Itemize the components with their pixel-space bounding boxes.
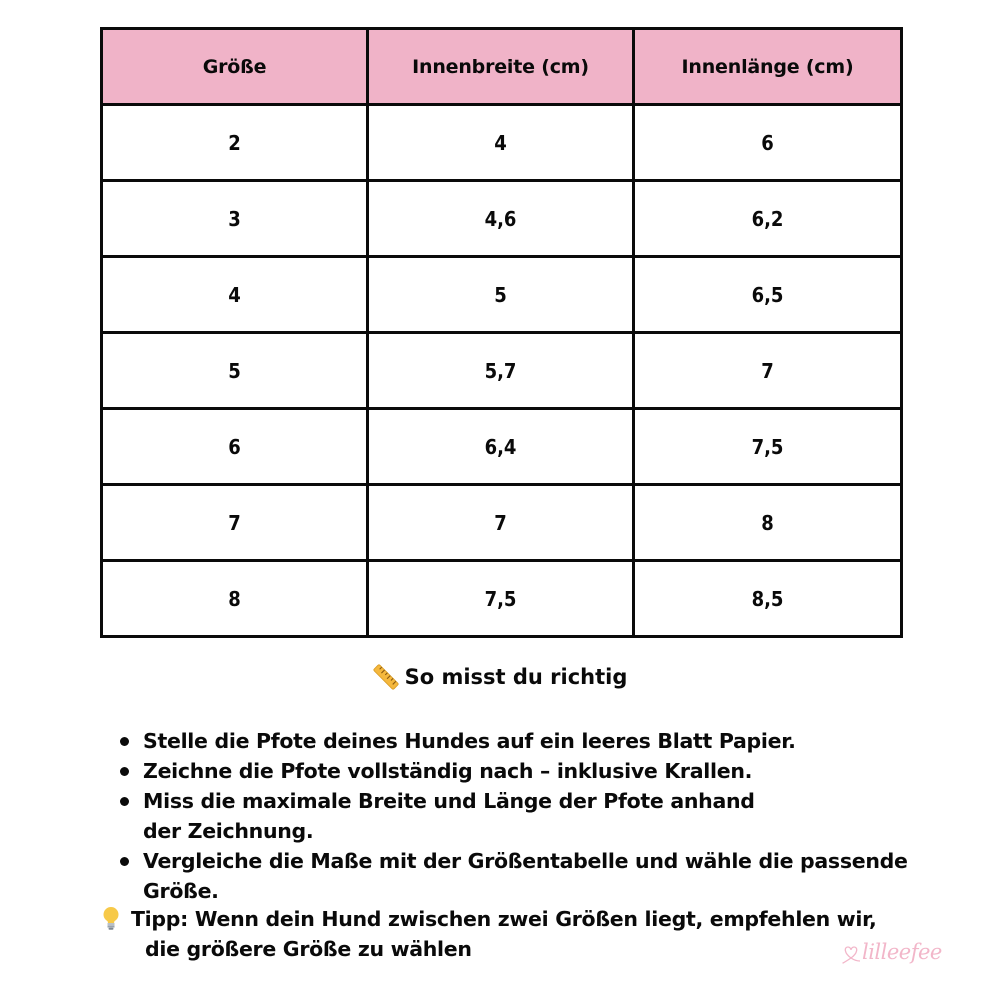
table-row bbox=[102, 485, 902, 561]
heart-icon bbox=[842, 944, 860, 964]
measuring-steps-list bbox=[118, 726, 908, 906]
cell-inner-length: 8,5 bbox=[634, 561, 902, 637]
lightbulb-icon bbox=[101, 906, 121, 932]
list-item: Vergleiche die Maße mit der Größentabelle und wähle die passende Größe. bbox=[118, 846, 908, 906]
table-row bbox=[102, 333, 902, 409]
tip-text-line2: die größere Größe zu wählen bbox=[145, 937, 472, 961]
cell-size: 4 bbox=[102, 257, 368, 333]
cell-size: 2 bbox=[102, 105, 368, 181]
table-row bbox=[102, 105, 902, 181]
cell-inner-width: 5 bbox=[368, 257, 634, 333]
cell-inner-width: 4,6 bbox=[368, 181, 634, 257]
brand-watermark bbox=[842, 940, 942, 964]
cell-inner-length: 7 bbox=[634, 333, 902, 409]
table-row bbox=[102, 409, 902, 485]
cell-size: 6 bbox=[102, 409, 368, 485]
column-header-inner-length: Innenlänge (cm) bbox=[634, 29, 902, 105]
cell-inner-length: 6,5 bbox=[634, 257, 902, 333]
howto-heading bbox=[0, 664, 1000, 690]
cell-inner-width: 4 bbox=[368, 105, 634, 181]
cell-inner-width: 5,7 bbox=[368, 333, 634, 409]
cell-size: 3 bbox=[102, 181, 368, 257]
cell-inner-length: 6,2 bbox=[634, 181, 902, 257]
list-item: Stelle die Pfote deines Hundes auf ein leeres Blatt Papier. bbox=[118, 726, 908, 756]
tip-text-line1: Tipp: Wenn dein Hund zwischen zwei Größen liegt, empfehlen wir, bbox=[131, 907, 877, 931]
column-header-size: Größe bbox=[102, 29, 368, 105]
brand-name: lilleefee bbox=[862, 940, 942, 964]
cell-inner-width: 7 bbox=[368, 485, 634, 561]
cell-inner-width: 7,5 bbox=[368, 561, 634, 637]
size-table bbox=[100, 27, 903, 638]
table-header-row bbox=[102, 29, 902, 105]
cell-inner-length: 6 bbox=[634, 105, 902, 181]
list-item: Miss die maximale Breite und Länge der Pfote anhand der Zeichnung. bbox=[118, 786, 798, 846]
cell-inner-width: 6,4 bbox=[368, 409, 634, 485]
cell-inner-length: 8 bbox=[634, 485, 902, 561]
ruler-icon bbox=[373, 664, 399, 690]
column-header-inner-width: Innenbreite (cm) bbox=[368, 29, 634, 105]
cell-size: 8 bbox=[102, 561, 368, 637]
howto-heading-text: So misst du richtig bbox=[404, 665, 628, 689]
table-row bbox=[102, 181, 902, 257]
cell-inner-length: 7,5 bbox=[634, 409, 902, 485]
tip-note bbox=[101, 904, 921, 964]
cell-size: 5 bbox=[102, 333, 368, 409]
cell-size: 7 bbox=[102, 485, 368, 561]
table-row bbox=[102, 561, 902, 637]
table-row bbox=[102, 257, 902, 333]
list-item: Zeichne die Pfote vollständig nach – inklusive Krallen. bbox=[118, 756, 908, 786]
